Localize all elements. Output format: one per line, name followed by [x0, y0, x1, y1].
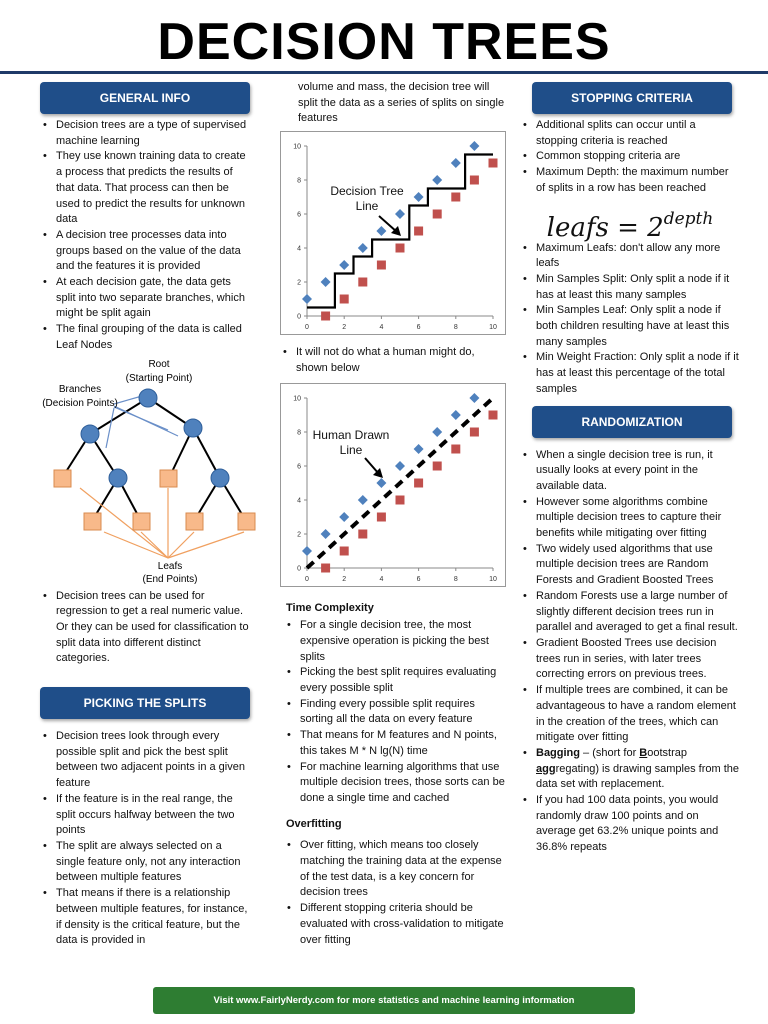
data-point-square	[451, 444, 460, 453]
data-point-square	[470, 427, 479, 436]
bagging-b: B	[639, 746, 648, 759]
x-tick-label: 4	[379, 324, 384, 332]
y-tick-label: 0	[297, 313, 301, 321]
page-title: DECISION TREES	[157, 13, 611, 71]
randomization-heading: RANDOMIZATION	[532, 406, 732, 438]
data-point-diamond	[451, 410, 461, 420]
bagging-text-1: – (short for	[580, 746, 640, 759]
stopping-criteria-heading: STOPPING CRITERIA	[532, 82, 732, 114]
x-tick-label: 10	[489, 575, 497, 583]
list-item: • Min Samples Leaf: Only split a node if both children resulting have at least this many samples	[520, 303, 740, 350]
list-item: • Decision trees can be used for regression to get a real numeric value. Or they can be used for classification to split data into different distinct categories.	[40, 589, 250, 668]
y-tick-label: 2	[297, 531, 301, 539]
between-charts-list	[280, 345, 480, 376]
list-item: • Common stopping criteria are	[520, 149, 740, 165]
list-item: • Different stopping criteria should be evaluated with cross-validation to mitigate over fitting	[284, 901, 508, 948]
tree-leaf-node	[54, 470, 71, 487]
tree-leaf-node	[133, 513, 150, 530]
picking-splits-heading: PICKING THE SPLITS	[40, 687, 250, 719]
data-point-diamond	[469, 141, 479, 151]
data-point-diamond	[321, 529, 331, 539]
data-point-square	[340, 295, 349, 304]
y-tick-label: 0	[297, 565, 301, 573]
branches-sublabel: (Decision Points)	[42, 397, 118, 409]
list-item: • Decision trees are a type of supervised machine learning	[40, 118, 250, 149]
data-point-square	[321, 563, 330, 572]
list-item: • At each decision gate, the data gets split into two separate branches, which might be split again	[40, 275, 250, 322]
root-label: Root	[148, 359, 170, 370]
data-point-diamond	[395, 461, 405, 471]
general-info-list	[40, 118, 250, 354]
list-item: • Over fitting, which means too closely matching the training data at the expense of the test data, is a key concern for decision trees	[284, 838, 508, 901]
leafs-sublabel: (End Points)	[142, 573, 198, 585]
human-line-chart	[280, 383, 506, 587]
data-point-diamond	[339, 512, 349, 522]
time-complexity-list	[280, 618, 508, 806]
y-tick-label: 6	[297, 211, 301, 219]
data-point-diamond	[302, 546, 312, 556]
y-tick-label: 4	[297, 245, 301, 253]
x-tick-label: 8	[453, 575, 458, 583]
y-tick-label: 8	[297, 429, 301, 437]
list-item: • If multiple trees are combined, it can be advantageous to have a random element in the creation of the trees, which can mitigate over fitting	[520, 683, 740, 746]
list-item: • For machine learning algorithms that use multiple decision trees, those sorts can be done a single time and cached	[284, 760, 508, 807]
list-item: • Finding every possible split requires sorting all the data on every feature	[284, 697, 508, 728]
data-point-diamond	[414, 192, 424, 202]
depth-formula	[520, 197, 740, 241]
list-item: • The split are always selected on a single feature only, not any interaction between multiple features	[40, 839, 250, 886]
chart-annotation	[303, 428, 399, 458]
list-item: • Random Forests use a large number of slightly different decision trees run in parallel and averaged to get a final result.	[520, 589, 740, 636]
data-point-square	[489, 159, 498, 168]
annotation-line-1: Decision Tree	[330, 184, 404, 199]
continuation-text: volume and mass, the decision tree will split the data as a series of splits on single features	[298, 81, 505, 125]
data-point-diamond	[432, 175, 442, 185]
tree-root-node	[139, 389, 157, 407]
decision-tree-line	[307, 155, 493, 308]
data-point-square	[321, 312, 330, 321]
x-tick-label: 4	[379, 575, 384, 583]
data-point-diamond	[376, 226, 386, 236]
chart-annotation	[319, 184, 415, 214]
column-left	[40, 80, 250, 949]
y-tick-label: 10	[293, 395, 301, 403]
bagging-agg: agg	[536, 762, 556, 775]
list-item: • That means for M features and N points, this takes M * N lg(N) time	[284, 728, 508, 759]
tree-leaf-node	[84, 513, 101, 530]
list-item: • A decision tree processes data into groups based on the value of the data and the features it is provided	[40, 228, 250, 275]
picking-splits-list	[40, 729, 250, 949]
data-point-diamond	[414, 444, 424, 454]
x-tick-label: 6	[416, 575, 421, 583]
column-right	[520, 80, 740, 856]
formula-exponent: depth	[663, 208, 714, 229]
root-sublabel: (Starting Point)	[125, 372, 193, 384]
randomization-list	[520, 448, 740, 856]
list-item: • Picking the best split requires evaluating every possible split	[284, 665, 508, 696]
list-item: • For a single decision tree, the most expensive operation is picking the best splits	[284, 618, 508, 665]
data-point-square	[470, 176, 479, 185]
x-tick-label: 0	[305, 324, 309, 332]
list-item: • However some algorithms combine multiple decision trees to capture their benefits while mitigating over fitting	[520, 495, 740, 542]
data-point-diamond	[339, 260, 349, 270]
x-tick-label: 2	[342, 324, 347, 332]
data-point-diamond	[432, 427, 442, 437]
title-divider	[0, 71, 768, 74]
data-point-diamond	[376, 478, 386, 488]
bagging-ootstrap: ootstrap	[647, 746, 687, 759]
list-item: • Additional splits can occur until a stopping criteria is reached	[520, 118, 740, 149]
list-item: • If you had 100 data points, you would randomly draw 100 points and on average get 63.2% unique points and 36.8% repeats	[520, 793, 740, 856]
data-point-square	[433, 461, 442, 470]
data-point-square	[377, 261, 386, 270]
list-item: • Min Weight Fraction: Only split a node if it has at least this percentage of the total samples	[520, 350, 740, 397]
bagging-text-2: ) is drawing samples from the data set with replacement.	[536, 762, 739, 791]
general-info-heading: GENERAL INFO	[40, 82, 250, 114]
list-item: • When a single decision tree is run, it usually looks at every point in the available data.	[520, 448, 740, 495]
data-point-square	[489, 410, 498, 419]
data-point-diamond	[321, 277, 331, 287]
list-item: • Two widely used algorithms that use multiple decision trees are Random Forests and Gradient Boosted Trees	[520, 542, 740, 589]
tree-branch-node	[81, 425, 99, 443]
list-item: • The final grouping of the data is called Leaf Nodes	[40, 322, 250, 353]
tree-branch-node	[109, 469, 127, 487]
decision-tree-chart-svg	[281, 132, 505, 334]
annotation-line-1: Human Drawn	[312, 427, 390, 442]
tree-leaf-node	[160, 470, 177, 487]
leafs-label: Leafs	[157, 560, 183, 572]
y-tick-label: 4	[297, 497, 301, 505]
data-point-diamond	[451, 158, 461, 168]
stopping-criteria-list	[520, 118, 740, 197]
x-tick-label: 8	[453, 324, 458, 332]
branches-label: Branches	[58, 383, 102, 395]
list-item: • If the feature is in the real range, the split occurs halfway between the two points	[40, 792, 250, 839]
overfitting-heading: Overfitting	[286, 817, 342, 830]
stopping-criteria-list-2	[520, 241, 740, 398]
data-point-diamond	[358, 495, 368, 505]
data-point-diamond	[358, 243, 368, 253]
data-point-square	[358, 278, 367, 287]
y-tick-label: 10	[293, 143, 301, 151]
general-info-list-2	[40, 589, 250, 668]
data-point-square	[340, 546, 349, 555]
bagging-regating: regating	[555, 762, 596, 775]
y-tick-label: 6	[297, 463, 301, 471]
x-tick-label: 10	[489, 324, 497, 332]
decision-tree-chart	[280, 131, 506, 335]
tree-diagram-svg	[28, 360, 258, 585]
data-point-square	[377, 512, 386, 521]
time-complexity-heading: Time Complexity	[286, 601, 374, 614]
annotation-line-2: Line	[339, 442, 363, 457]
data-point-square	[433, 210, 442, 219]
list-item: • Gradient Boosted Trees use decision trees run in series, with later trees correcting errors on previous trees.	[520, 636, 740, 683]
data-point-square	[396, 244, 405, 253]
formula-base: leafs = 2	[546, 212, 664, 243]
data-point-square	[451, 193, 460, 202]
tree-branch-node	[211, 469, 229, 487]
human-drawn-line	[307, 398, 493, 568]
data-point-diamond	[469, 393, 479, 403]
human-line-chart-svg	[281, 384, 505, 586]
y-tick-label: 2	[297, 279, 301, 287]
data-point-square	[396, 495, 405, 504]
list-item: • They use known training data to create a process that predicts the results of that data. That process can then be used to predict the results for unknown data	[40, 149, 250, 228]
data-point-diamond	[302, 294, 312, 304]
list-item: • It will not do what a human might do, shown below	[280, 345, 480, 376]
bagging-item	[520, 746, 740, 793]
tree-branch-node	[184, 419, 202, 437]
bagging-term: Bagging	[536, 746, 580, 759]
column-middle	[280, 80, 508, 948]
x-tick-label: 6	[416, 324, 421, 332]
tree-leaf-node	[186, 513, 203, 530]
list-item: • Decision trees look through every possible split and pick the best split between two adjacent points in a given feature	[40, 729, 250, 792]
x-tick-label: 0	[305, 575, 309, 583]
tree-leaf-node	[238, 513, 255, 530]
x-tick-label: 2	[342, 575, 347, 583]
data-point-square	[358, 529, 367, 538]
y-tick-label: 8	[297, 177, 301, 185]
footer-banner: Visit www.FairlyNerdy.com for more statistics and machine learning information	[153, 987, 635, 1014]
overfitting-list	[280, 838, 508, 948]
list-item: • Min Samples Split: Only split a node if it has at least this many samples	[520, 272, 740, 303]
annotation-line-2: Line	[355, 199, 379, 214]
list-item: • Maximum Depth: the maximum number of splits in a row has been reached	[520, 165, 740, 196]
list-item: • Maximum Leafs: don't allow any more leafs	[520, 241, 740, 272]
tree-diagram	[28, 360, 258, 585]
data-point-square	[414, 227, 423, 236]
data-point-square	[414, 478, 423, 487]
list-item: • That means if there is a relationship between multiple features, for instance, if density is the critical feature, but the data is provided in	[40, 886, 250, 949]
